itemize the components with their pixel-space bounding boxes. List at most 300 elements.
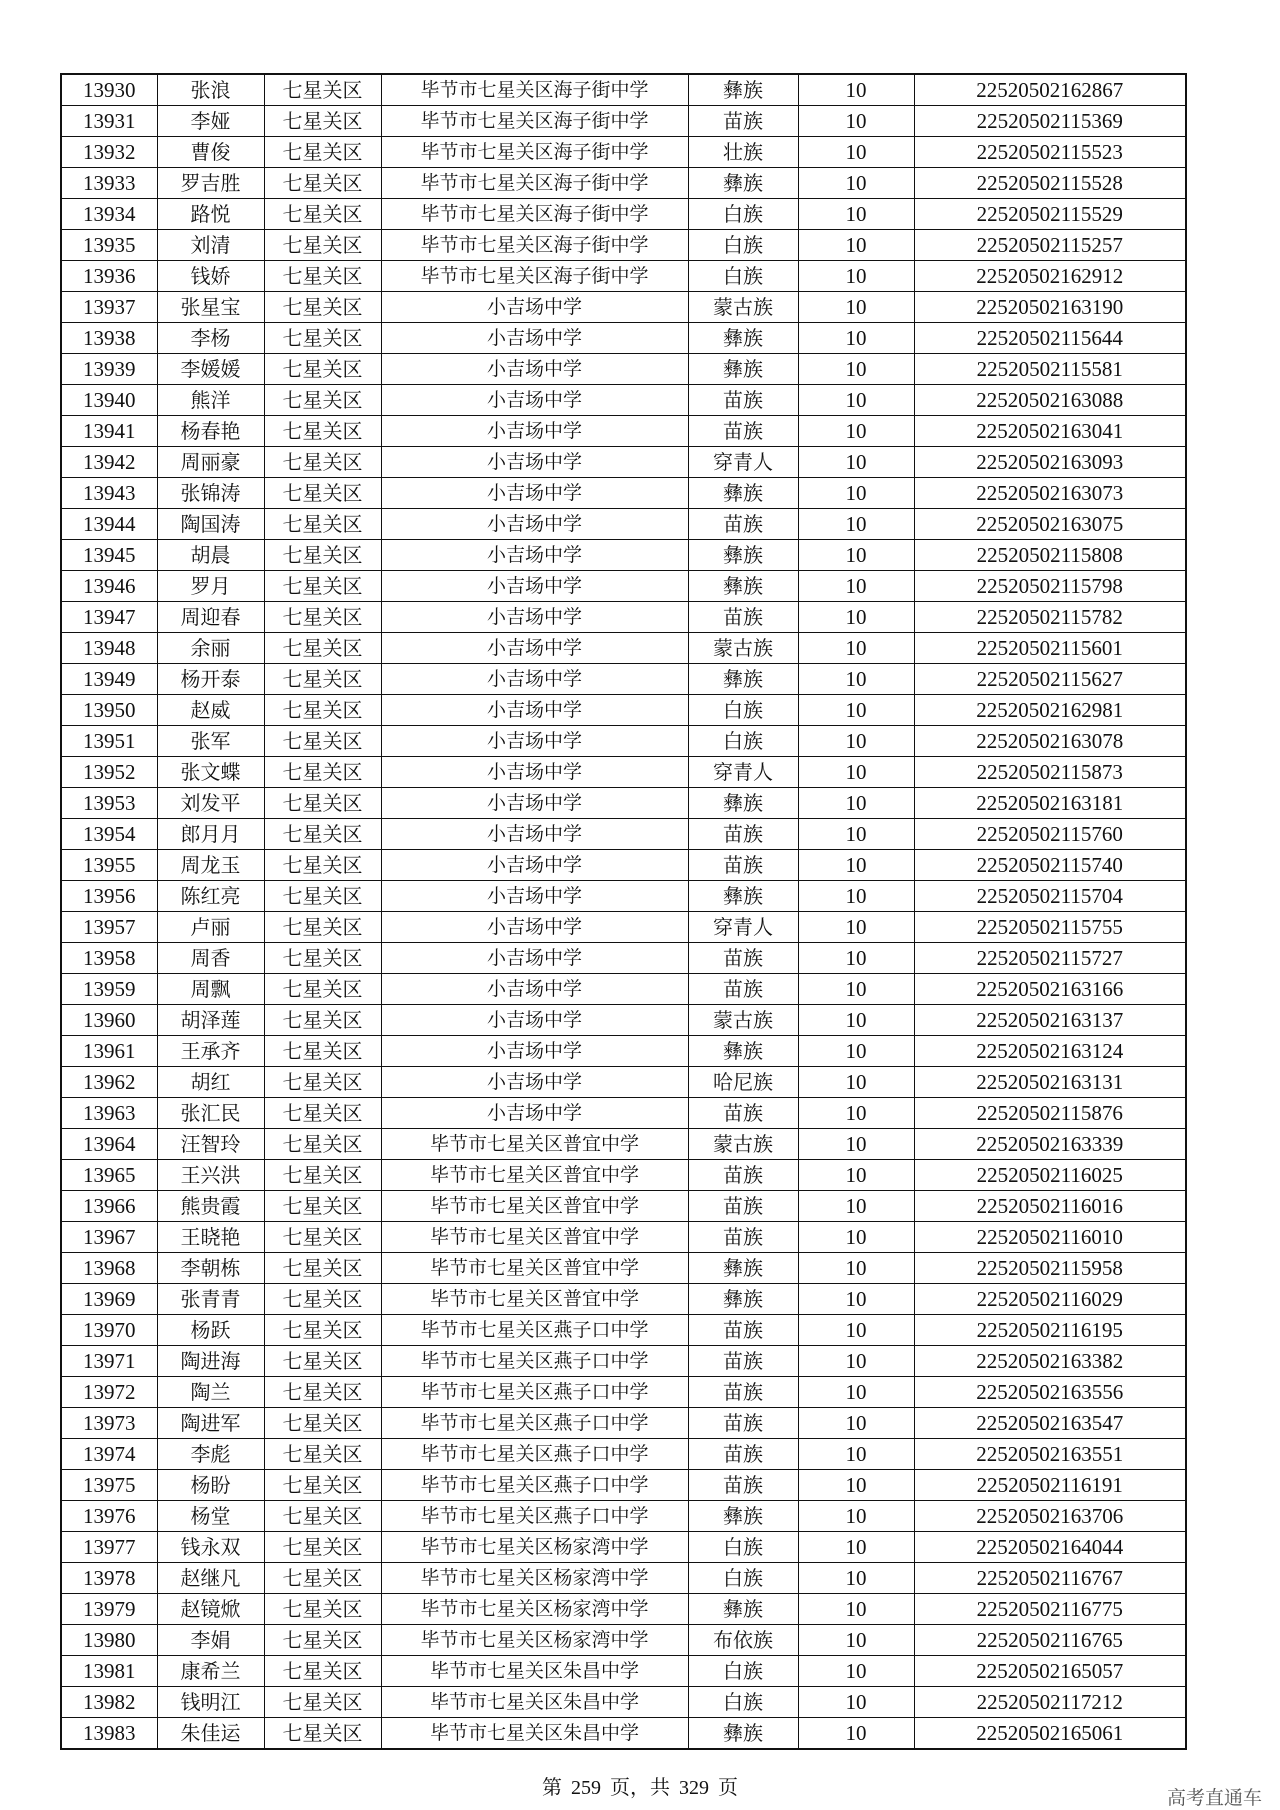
cell-code: 22520502116016 bbox=[914, 1191, 1186, 1222]
cell-ethnicity: 苗族 bbox=[688, 106, 798, 137]
cell-school: 小吉场中学 bbox=[381, 447, 688, 478]
cell-ethnicity: 壮族 bbox=[688, 137, 798, 168]
cell-grade: 10 bbox=[798, 1098, 914, 1129]
cell-name: 张文蝶 bbox=[157, 757, 264, 788]
cell-id: 13950 bbox=[61, 695, 157, 726]
table-row bbox=[61, 261, 1186, 292]
cell-grade: 10 bbox=[798, 1160, 914, 1191]
cell-grade: 10 bbox=[798, 1222, 914, 1253]
cell-id: 13953 bbox=[61, 788, 157, 819]
table-row bbox=[61, 757, 1186, 788]
cell-grade: 10 bbox=[798, 323, 914, 354]
cell-name: 陈红亮 bbox=[157, 881, 264, 912]
cell-name: 王兴洪 bbox=[157, 1160, 264, 1191]
cell-id: 13930 bbox=[61, 74, 157, 106]
cell-id: 13952 bbox=[61, 757, 157, 788]
total-pages-number: 329 bbox=[679, 1777, 709, 1799]
table-row bbox=[61, 1470, 1186, 1501]
cell-name: 朱佳运 bbox=[157, 1718, 264, 1750]
cell-code: 22520502116767 bbox=[914, 1563, 1186, 1594]
cell-school: 小吉场中学 bbox=[381, 540, 688, 571]
cell-school: 毕节市七星关区燕子口中学 bbox=[381, 1315, 688, 1346]
cell-name: 王晓艳 bbox=[157, 1222, 264, 1253]
cell-grade: 10 bbox=[798, 912, 914, 943]
table-row bbox=[61, 230, 1186, 261]
cell-name: 李朝栋 bbox=[157, 1253, 264, 1284]
table-row bbox=[61, 323, 1186, 354]
cell-district: 七星关区 bbox=[264, 106, 381, 137]
cell-id: 13934 bbox=[61, 199, 157, 230]
cell-district: 七星关区 bbox=[264, 478, 381, 509]
cell-district: 七星关区 bbox=[264, 1346, 381, 1377]
table-row bbox=[61, 1501, 1186, 1532]
cell-grade: 10 bbox=[798, 1625, 914, 1656]
cell-school: 小吉场中学 bbox=[381, 850, 688, 881]
cell-code: 22520502163131 bbox=[914, 1067, 1186, 1098]
cell-district: 七星关区 bbox=[264, 850, 381, 881]
cell-school: 小吉场中学 bbox=[381, 509, 688, 540]
cell-id: 13972 bbox=[61, 1377, 157, 1408]
cell-code: 22520502115782 bbox=[914, 602, 1186, 633]
cell-code: 22520502163073 bbox=[914, 478, 1186, 509]
cell-ethnicity: 彝族 bbox=[688, 74, 798, 106]
cell-school: 毕节市七星关区杨家湾中学 bbox=[381, 1625, 688, 1656]
cell-id: 13948 bbox=[61, 633, 157, 664]
cell-name: 李娅 bbox=[157, 106, 264, 137]
table-row bbox=[61, 137, 1186, 168]
cell-ethnicity: 白族 bbox=[688, 1656, 798, 1687]
cell-school: 小吉场中学 bbox=[381, 292, 688, 323]
cell-name: 陶兰 bbox=[157, 1377, 264, 1408]
cell-grade: 10 bbox=[798, 695, 914, 726]
cell-code: 22520502115644 bbox=[914, 323, 1186, 354]
table-row bbox=[61, 602, 1186, 633]
cell-ethnicity: 白族 bbox=[688, 230, 798, 261]
cell-district: 七星关区 bbox=[264, 1377, 381, 1408]
cell-school: 毕节市七星关区燕子口中学 bbox=[381, 1346, 688, 1377]
cell-name: 张军 bbox=[157, 726, 264, 757]
cell-grade: 10 bbox=[798, 1563, 914, 1594]
table-row bbox=[61, 1346, 1186, 1377]
cell-school: 毕节市七星关区普宜中学 bbox=[381, 1191, 688, 1222]
cell-name: 赵继凡 bbox=[157, 1563, 264, 1594]
cell-id: 13942 bbox=[61, 447, 157, 478]
cell-district: 七星关区 bbox=[264, 1284, 381, 1315]
cell-code: 22520502116029 bbox=[914, 1284, 1186, 1315]
cell-id: 13966 bbox=[61, 1191, 157, 1222]
cell-code: 22520502115627 bbox=[914, 664, 1186, 695]
cell-grade: 10 bbox=[798, 447, 914, 478]
cell-ethnicity: 彝族 bbox=[688, 881, 798, 912]
cell-name: 周丽豪 bbox=[157, 447, 264, 478]
watermark-text: 高考直通车 bbox=[1166, 1787, 1262, 1809]
table-row bbox=[61, 881, 1186, 912]
cell-district: 七星关区 bbox=[264, 447, 381, 478]
cell-name: 赵镜焮 bbox=[157, 1594, 264, 1625]
cell-grade: 10 bbox=[798, 261, 914, 292]
cell-district: 七星关区 bbox=[264, 695, 381, 726]
cell-district: 七星关区 bbox=[264, 199, 381, 230]
cell-district: 七星关区 bbox=[264, 416, 381, 447]
table-row bbox=[61, 1439, 1186, 1470]
cell-district: 七星关区 bbox=[264, 74, 381, 106]
cell-id: 13957 bbox=[61, 912, 157, 943]
cell-id: 13935 bbox=[61, 230, 157, 261]
cell-grade: 10 bbox=[798, 354, 914, 385]
cell-ethnicity: 彝族 bbox=[688, 323, 798, 354]
cell-id: 13965 bbox=[61, 1160, 157, 1191]
cell-id: 13980 bbox=[61, 1625, 157, 1656]
cell-name: 路悦 bbox=[157, 199, 264, 230]
cell-ethnicity: 彝族 bbox=[688, 664, 798, 695]
cell-school: 毕节市七星关区燕子口中学 bbox=[381, 1377, 688, 1408]
cell-id: 13970 bbox=[61, 1315, 157, 1346]
cell-district: 七星关区 bbox=[264, 1470, 381, 1501]
cell-name: 胡晨 bbox=[157, 540, 264, 571]
cell-ethnicity: 彝族 bbox=[688, 1253, 798, 1284]
cell-ethnicity: 穿青人 bbox=[688, 757, 798, 788]
cell-grade: 10 bbox=[798, 137, 914, 168]
cell-id: 13967 bbox=[61, 1222, 157, 1253]
cell-grade: 10 bbox=[798, 1687, 914, 1718]
table-row bbox=[61, 199, 1186, 230]
cell-ethnicity: 白族 bbox=[688, 261, 798, 292]
cell-id: 13955 bbox=[61, 850, 157, 881]
table-row bbox=[61, 1129, 1186, 1160]
cell-school: 毕节市七星关区海子街中学 bbox=[381, 74, 688, 106]
cell-id: 13958 bbox=[61, 943, 157, 974]
cell-name: 李彪 bbox=[157, 1439, 264, 1470]
cell-school: 小吉场中学 bbox=[381, 943, 688, 974]
table-row bbox=[61, 788, 1186, 819]
table-row bbox=[61, 509, 1186, 540]
cell-district: 七星关区 bbox=[264, 788, 381, 819]
cell-district: 七星关区 bbox=[264, 1687, 381, 1718]
cell-school: 毕节市七星关区普宜中学 bbox=[381, 1222, 688, 1253]
cell-district: 七星关区 bbox=[264, 664, 381, 695]
cell-grade: 10 bbox=[798, 385, 914, 416]
cell-ethnicity: 彝族 bbox=[688, 1284, 798, 1315]
cell-grade: 10 bbox=[798, 1346, 914, 1377]
cell-code: 22520502162867 bbox=[914, 74, 1186, 106]
cell-grade: 10 bbox=[798, 726, 914, 757]
cell-school: 毕节市七星关区朱昌中学 bbox=[381, 1687, 688, 1718]
cell-district: 七星关区 bbox=[264, 540, 381, 571]
cell-code: 22520502115755 bbox=[914, 912, 1186, 943]
cell-district: 七星关区 bbox=[264, 726, 381, 757]
cell-code: 22520502163339 bbox=[914, 1129, 1186, 1160]
cell-code: 22520502163166 bbox=[914, 974, 1186, 1005]
table-row bbox=[61, 540, 1186, 571]
cell-school: 毕节市七星关区普宜中学 bbox=[381, 1284, 688, 1315]
cell-name: 周龙玉 bbox=[157, 850, 264, 881]
cell-code: 22520502163382 bbox=[914, 1346, 1186, 1377]
cell-school: 毕节市七星关区燕子口中学 bbox=[381, 1501, 688, 1532]
cell-grade: 10 bbox=[798, 199, 914, 230]
cell-grade: 10 bbox=[798, 974, 914, 1005]
cell-code: 22520502163547 bbox=[914, 1408, 1186, 1439]
table-row bbox=[61, 819, 1186, 850]
cell-grade: 10 bbox=[798, 1315, 914, 1346]
cell-district: 七星关区 bbox=[264, 385, 381, 416]
cell-school: 小吉场中学 bbox=[381, 323, 688, 354]
table-row bbox=[61, 1036, 1186, 1067]
cell-name: 陶进海 bbox=[157, 1346, 264, 1377]
cell-grade: 10 bbox=[798, 819, 914, 850]
cell-ethnicity: 白族 bbox=[688, 1563, 798, 1594]
cell-school: 小吉场中学 bbox=[381, 788, 688, 819]
cell-school: 小吉场中学 bbox=[381, 819, 688, 850]
cell-district: 七星关区 bbox=[264, 354, 381, 385]
cell-district: 七星关区 bbox=[264, 1129, 381, 1160]
table-row bbox=[61, 1656, 1186, 1687]
cell-code: 22520502163556 bbox=[914, 1377, 1186, 1408]
cell-school: 小吉场中学 bbox=[381, 757, 688, 788]
cell-name: 杨跃 bbox=[157, 1315, 264, 1346]
cell-code: 22520502163137 bbox=[914, 1005, 1186, 1036]
table-row bbox=[61, 292, 1186, 323]
table-row bbox=[61, 1408, 1186, 1439]
cell-school: 小吉场中学 bbox=[381, 1098, 688, 1129]
cell-ethnicity: 彝族 bbox=[688, 1036, 798, 1067]
table-row bbox=[61, 695, 1186, 726]
cell-district: 七星关区 bbox=[264, 571, 381, 602]
cell-grade: 10 bbox=[798, 106, 914, 137]
cell-id: 13932 bbox=[61, 137, 157, 168]
cell-grade: 10 bbox=[798, 757, 914, 788]
cell-school: 小吉场中学 bbox=[381, 633, 688, 664]
cell-grade: 10 bbox=[798, 1129, 914, 1160]
cell-code: 22520502115808 bbox=[914, 540, 1186, 571]
table-row bbox=[61, 354, 1186, 385]
cell-id: 13975 bbox=[61, 1470, 157, 1501]
cell-code: 22520502116765 bbox=[914, 1625, 1186, 1656]
cell-name: 张汇民 bbox=[157, 1098, 264, 1129]
cell-grade: 10 bbox=[798, 478, 914, 509]
cell-district: 七星关区 bbox=[264, 1563, 381, 1594]
cell-ethnicity: 彝族 bbox=[688, 168, 798, 199]
cell-grade: 10 bbox=[798, 788, 914, 819]
cell-code: 22520502116195 bbox=[914, 1315, 1186, 1346]
table-row bbox=[61, 1625, 1186, 1656]
cell-id: 13962 bbox=[61, 1067, 157, 1098]
cell-ethnicity: 苗族 bbox=[688, 1098, 798, 1129]
cell-id: 13951 bbox=[61, 726, 157, 757]
cell-name: 汪智玲 bbox=[157, 1129, 264, 1160]
cell-school: 毕节市七星关区海子街中学 bbox=[381, 261, 688, 292]
cell-grade: 10 bbox=[798, 602, 914, 633]
cell-id: 13982 bbox=[61, 1687, 157, 1718]
cell-id: 13959 bbox=[61, 974, 157, 1005]
cell-ethnicity: 蒙古族 bbox=[688, 292, 798, 323]
cell-code: 22520502115257 bbox=[914, 230, 1186, 261]
cell-school: 毕节市七星关区普宜中学 bbox=[381, 1253, 688, 1284]
cell-id: 13971 bbox=[61, 1346, 157, 1377]
cell-ethnicity: 苗族 bbox=[688, 1377, 798, 1408]
table-row bbox=[61, 1687, 1186, 1718]
table-row bbox=[61, 1098, 1186, 1129]
cell-ethnicity: 苗族 bbox=[688, 1191, 798, 1222]
cell-ethnicity: 彝族 bbox=[688, 788, 798, 819]
table-row bbox=[61, 664, 1186, 695]
cell-ethnicity: 苗族 bbox=[688, 1439, 798, 1470]
cell-school: 毕节市七星关区海子街中学 bbox=[381, 106, 688, 137]
cell-id: 13939 bbox=[61, 354, 157, 385]
cell-grade: 10 bbox=[798, 1470, 914, 1501]
table-row bbox=[61, 1160, 1186, 1191]
cell-name: 罗月 bbox=[157, 571, 264, 602]
cell-district: 七星关区 bbox=[264, 1408, 381, 1439]
page-label-mid: 页，共 bbox=[610, 1777, 670, 1799]
page-footer bbox=[0, 1771, 1280, 1800]
cell-ethnicity: 彝族 bbox=[688, 354, 798, 385]
current-page-number: 259 bbox=[571, 1777, 601, 1799]
cell-grade: 10 bbox=[798, 633, 914, 664]
cell-code: 22520502163124 bbox=[914, 1036, 1186, 1067]
cell-ethnicity: 白族 bbox=[688, 1532, 798, 1563]
cell-grade: 10 bbox=[798, 1191, 914, 1222]
cell-district: 七星关区 bbox=[264, 1594, 381, 1625]
cell-grade: 10 bbox=[798, 850, 914, 881]
cell-school: 小吉场中学 bbox=[381, 695, 688, 726]
cell-district: 七星关区 bbox=[264, 1625, 381, 1656]
cell-school: 毕节市七星关区海子街中学 bbox=[381, 168, 688, 199]
cell-code: 22520502162981 bbox=[914, 695, 1186, 726]
cell-id: 13947 bbox=[61, 602, 157, 633]
cell-grade: 10 bbox=[798, 230, 914, 261]
cell-id: 13936 bbox=[61, 261, 157, 292]
cell-name: 周香 bbox=[157, 943, 264, 974]
cell-ethnicity: 白族 bbox=[688, 695, 798, 726]
cell-name: 杨开泰 bbox=[157, 664, 264, 695]
cell-district: 七星关区 bbox=[264, 1191, 381, 1222]
student-list-table bbox=[60, 73, 1187, 1750]
cell-name: 刘清 bbox=[157, 230, 264, 261]
cell-code: 22520502116025 bbox=[914, 1160, 1186, 1191]
cell-name: 熊贵霞 bbox=[157, 1191, 264, 1222]
cell-school: 小吉场中学 bbox=[381, 385, 688, 416]
cell-name: 罗吉胜 bbox=[157, 168, 264, 199]
cell-grade: 10 bbox=[798, 1718, 914, 1750]
cell-district: 七星关区 bbox=[264, 509, 381, 540]
cell-ethnicity: 苗族 bbox=[688, 602, 798, 633]
cell-name: 钱明江 bbox=[157, 1687, 264, 1718]
cell-id: 13933 bbox=[61, 168, 157, 199]
cell-school: 小吉场中学 bbox=[381, 1005, 688, 1036]
cell-name: 李媛媛 bbox=[157, 354, 264, 385]
cell-id: 13960 bbox=[61, 1005, 157, 1036]
cell-code: 22520502115523 bbox=[914, 137, 1186, 168]
cell-grade: 10 bbox=[798, 509, 914, 540]
cell-id: 13949 bbox=[61, 664, 157, 695]
cell-id: 13969 bbox=[61, 1284, 157, 1315]
cell-school: 小吉场中学 bbox=[381, 1036, 688, 1067]
cell-code: 22520502115760 bbox=[914, 819, 1186, 850]
cell-id: 13946 bbox=[61, 571, 157, 602]
cell-code: 22520502115581 bbox=[914, 354, 1186, 385]
table-row bbox=[61, 168, 1186, 199]
cell-school: 毕节市七星关区燕子口中学 bbox=[381, 1470, 688, 1501]
cell-grade: 10 bbox=[798, 416, 914, 447]
cell-ethnicity: 苗族 bbox=[688, 1346, 798, 1377]
cell-name: 钱娇 bbox=[157, 261, 264, 292]
cell-ethnicity: 苗族 bbox=[688, 1408, 798, 1439]
cell-code: 22520502165057 bbox=[914, 1656, 1186, 1687]
cell-district: 七星关区 bbox=[264, 230, 381, 261]
cell-id: 13956 bbox=[61, 881, 157, 912]
cell-grade: 10 bbox=[798, 1377, 914, 1408]
cell-grade: 10 bbox=[798, 1284, 914, 1315]
cell-ethnicity: 苗族 bbox=[688, 974, 798, 1005]
cell-name: 李杨 bbox=[157, 323, 264, 354]
cell-id: 13978 bbox=[61, 1563, 157, 1594]
cell-ethnicity: 穿青人 bbox=[688, 912, 798, 943]
cell-district: 七星关区 bbox=[264, 1315, 381, 1346]
page-label-suffix: 页 bbox=[718, 1777, 738, 1799]
cell-district: 七星关区 bbox=[264, 1036, 381, 1067]
cell-code: 22520502163078 bbox=[914, 726, 1186, 757]
cell-code: 22520502115528 bbox=[914, 168, 1186, 199]
cell-district: 七星关区 bbox=[264, 261, 381, 292]
cell-id: 13976 bbox=[61, 1501, 157, 1532]
cell-school: 毕节市七星关区朱昌中学 bbox=[381, 1656, 688, 1687]
cell-ethnicity: 蒙古族 bbox=[688, 633, 798, 664]
cell-grade: 10 bbox=[798, 168, 914, 199]
cell-school: 毕节市七星关区杨家湾中学 bbox=[381, 1532, 688, 1563]
table-row bbox=[61, 571, 1186, 602]
cell-id: 13945 bbox=[61, 540, 157, 571]
cell-district: 七星关区 bbox=[264, 1160, 381, 1191]
cell-ethnicity: 蒙古族 bbox=[688, 1005, 798, 1036]
cell-id: 13963 bbox=[61, 1098, 157, 1129]
cell-grade: 10 bbox=[798, 1594, 914, 1625]
cell-district: 七星关区 bbox=[264, 1222, 381, 1253]
cell-id: 13961 bbox=[61, 1036, 157, 1067]
cell-school: 毕节市七星关区普宜中学 bbox=[381, 1160, 688, 1191]
cell-ethnicity: 苗族 bbox=[688, 819, 798, 850]
table-row bbox=[61, 1532, 1186, 1563]
cell-district: 七星关区 bbox=[264, 1501, 381, 1532]
cell-district: 七星关区 bbox=[264, 819, 381, 850]
cell-ethnicity: 苗族 bbox=[688, 1222, 798, 1253]
cell-district: 七星关区 bbox=[264, 1098, 381, 1129]
cell-grade: 10 bbox=[798, 292, 914, 323]
cell-district: 七星关区 bbox=[264, 757, 381, 788]
table-row bbox=[61, 1594, 1186, 1625]
cell-school: 小吉场中学 bbox=[381, 664, 688, 695]
cell-school: 毕节市七星关区燕子口中学 bbox=[381, 1408, 688, 1439]
cell-id: 13979 bbox=[61, 1594, 157, 1625]
cell-code: 22520502163041 bbox=[914, 416, 1186, 447]
cell-district: 七星关区 bbox=[264, 633, 381, 664]
cell-district: 七星关区 bbox=[264, 881, 381, 912]
cell-code: 22520502164044 bbox=[914, 1532, 1186, 1563]
cell-grade: 10 bbox=[798, 1067, 914, 1098]
cell-ethnicity: 彝族 bbox=[688, 1594, 798, 1625]
cell-name: 康希兰 bbox=[157, 1656, 264, 1687]
table-body bbox=[61, 74, 1186, 1749]
cell-district: 七星关区 bbox=[264, 1439, 381, 1470]
cell-code: 22520502163075 bbox=[914, 509, 1186, 540]
cell-id: 13940 bbox=[61, 385, 157, 416]
cell-school: 毕节市七星关区燕子口中学 bbox=[381, 1439, 688, 1470]
cell-name: 周迎春 bbox=[157, 602, 264, 633]
cell-code: 22520502115529 bbox=[914, 199, 1186, 230]
cell-id: 13968 bbox=[61, 1253, 157, 1284]
table-row bbox=[61, 1284, 1186, 1315]
cell-code: 22520502116775 bbox=[914, 1594, 1186, 1625]
cell-code: 22520502116191 bbox=[914, 1470, 1186, 1501]
